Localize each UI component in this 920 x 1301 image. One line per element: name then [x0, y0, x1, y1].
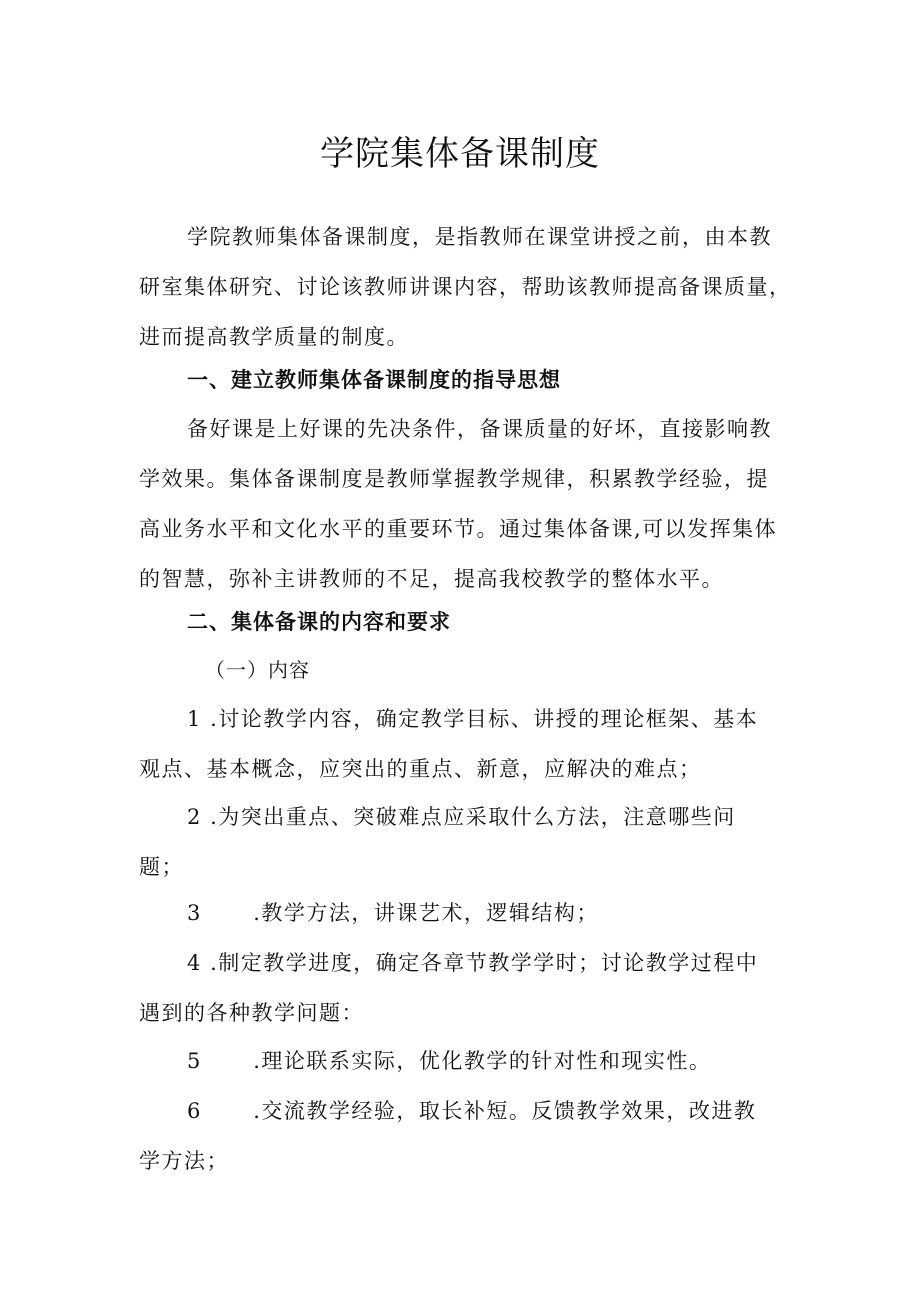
item-text-line-1: .交流教学经验，取长补短。反馈教学效果，改进教: [253, 1099, 757, 1123]
item-text-line-1: .讨论教学内容，确定教学目标、讲授的理论框架、基本: [210, 707, 759, 731]
intro-paragraph: [139, 212, 801, 362]
intro-line-2: 研室集体研究、讨论该教师讲课内容，帮助该教师提高备课质量，: [139, 275, 792, 299]
section-1-paragraph: [139, 404, 801, 604]
list-item: [139, 694, 801, 794]
item-text-line-1: .教学方法，讲课艺术，逻辑结构；: [253, 901, 599, 925]
item-text-line-1: .制定教学进度，确定各章节教学学时；讨论教学过程中: [210, 951, 759, 975]
section-1-line-3: 高业务水平和文化水平的重要环节。通过集体备课,可以发挥集体: [139, 517, 778, 541]
list-item: [139, 888, 801, 938]
list-item: [139, 792, 801, 892]
list-item: [139, 1086, 801, 1186]
section-2-heading: 二、集体备课的内容和要求: [187, 610, 451, 634]
intro-line-1: 学院教师集体备课制度，是指教师在课堂讲授之前，由本教: [187, 225, 772, 249]
document-title: 学院集体备课制度: [320, 134, 600, 174]
item-number: 6: [187, 1099, 202, 1123]
item-number: 5: [187, 1049, 202, 1073]
section-2-subheading: （一）内容: [205, 658, 310, 682]
item-text-line-2: 题；: [139, 855, 184, 879]
intro-line-3: 进而提高教学质量的制度。: [139, 325, 409, 349]
item-text-line-2: 学方法；: [139, 1149, 229, 1173]
item-text-line-2: 遇到的各种教学问题：: [139, 1001, 364, 1025]
section-1-heading: 一、建立教师集体备课制度的指导思想: [187, 368, 561, 392]
item-number: 2: [187, 805, 202, 829]
section-1-line-1: 备好课是上好课的先决条件，备课质量的好坏，直接影响教: [187, 417, 772, 441]
item-text-line-1: .为突出重点、突破难点应采取什么方法，注意哪些问: [210, 805, 736, 829]
item-number: 1: [187, 707, 202, 731]
section-1-line-4: 的智慧，弥补主讲教师的不足，提高我校教学的整体水平。: [139, 567, 724, 591]
item-number: 4: [187, 951, 202, 975]
item-text-line-2: 观点、基本概念，应突出的重点、新意，应解决的难点；: [139, 757, 702, 781]
item-text-line-1: .理论联系实际，优化教学的针对性和现实性。: [253, 1049, 712, 1073]
list-item: [139, 1036, 801, 1086]
list-item: [139, 938, 801, 1038]
section-1-line-2: 学效果。集体备课制度是教师掌握教学规律，积累教学经验，提: [139, 467, 769, 491]
item-number: 3: [187, 901, 202, 925]
